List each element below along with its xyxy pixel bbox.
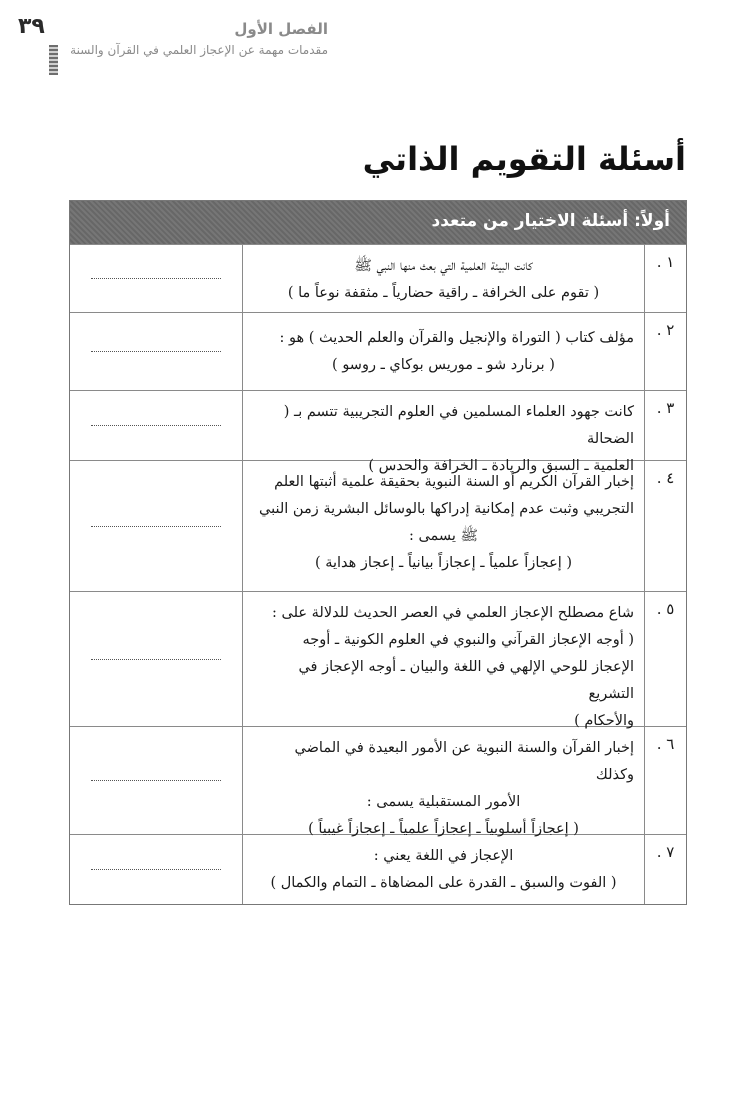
section-title: أسئلة التقويم الذاتي xyxy=(362,140,686,178)
question-text xyxy=(242,727,644,837)
question-row xyxy=(70,390,686,474)
question-row xyxy=(70,244,686,312)
question-number: ٦ . xyxy=(644,727,686,834)
question-options: العلمية ـ السبق والريادة ـ الخرافة والحدس ) xyxy=(368,458,634,474)
chapter-subtitle: مقدمات مهمة عن الإعجاز العلمي في القرآن والسنة xyxy=(70,43,328,57)
question-text xyxy=(242,313,644,390)
question-line: التجريبي وثبت عدم إمكانية إدراكها بالوسائل البشرية زمن النبي xyxy=(259,501,634,517)
question-options: ( تقوم على الخرافة ـ راقية حضارياً ـ مثقفة نوعاً ما ) xyxy=(287,285,600,301)
question-row xyxy=(70,312,686,390)
question-line: كانت جهود العلماء المسلمين في العلوم التجريبية تتسم بـ ( الضحالة xyxy=(283,404,634,447)
question-options: ( إعجازاً أسلوبياً ـ إعجازاً علمياً ـ إعجازاً غيبياً ) xyxy=(308,821,579,837)
answer-blank[interactable] xyxy=(70,245,242,312)
question-line: ﷺ يسمى : xyxy=(408,528,479,544)
question-row xyxy=(70,591,686,729)
question-number: ٤ . xyxy=(644,461,686,591)
question-line: شاع مصطلح الإعجاز العلمي في العصر الحديث للدلالة على : xyxy=(272,605,634,621)
question-row xyxy=(70,460,686,591)
answer-blank[interactable] xyxy=(70,313,242,390)
question-number: ٧ . xyxy=(644,835,686,904)
question-line: إخبار القرآن الكريم أو السنة النبوية بحقيقة علمية أثبتها العلم xyxy=(274,474,634,490)
answer-blank[interactable] xyxy=(70,391,242,460)
question-text xyxy=(242,245,644,312)
question-number: ٥ . xyxy=(644,592,686,726)
question-options: الإعجاز للوحي الإلهي في اللغة والبيان ـ أوجه الإعجاز في التشريع xyxy=(298,659,634,702)
question-number: ٣ . xyxy=(644,391,686,460)
answer-blank[interactable] xyxy=(70,461,242,591)
question-text xyxy=(242,592,644,729)
question-options: ( الفوت والسبق ـ القدرة على المضاهاة ـ التمام والكمال ) xyxy=(270,875,617,891)
table-header: أولاً: أسئلة الاختيار من متعدد xyxy=(70,201,686,244)
questions-table xyxy=(69,200,687,905)
question-options: ( برنارد شو ـ موريس بوكاي ـ روسو ) xyxy=(332,357,555,373)
question-row xyxy=(70,726,686,837)
chapter-title: الفصل الأول xyxy=(234,20,328,38)
answer-blank[interactable] xyxy=(70,835,242,904)
answer-blank[interactable] xyxy=(70,727,242,834)
question-number: ١ . xyxy=(644,245,686,312)
question-line: إخبار القرآن والسنة النبوية عن الأمور البعيدة في الماضي وكذلك xyxy=(294,740,634,783)
question-options: ( إعجازاً علمياً ـ إعجازاً بيانياً ـ إعجاز هداية ) xyxy=(314,555,573,571)
question-line: كانت البيئة العلمية التي بعث منها النبي ﷺ xyxy=(354,258,533,274)
question-line: مؤلف كتاب ( التوراة والإنجيل والقرآن والعلم الحديث ) هو : xyxy=(279,330,634,346)
question-row xyxy=(70,834,686,904)
header-decoration xyxy=(49,45,58,75)
question-number: ٢ . xyxy=(644,313,686,390)
question-options: ( أوجه الإعجاز القرآني والنبوي في العلوم الكونية ـ أوجه xyxy=(302,632,634,648)
question-text xyxy=(242,391,644,474)
question-line: الإعجاز في اللغة يعني : xyxy=(373,848,514,864)
question-text xyxy=(242,461,644,591)
page-number: ٣٩ xyxy=(18,14,45,39)
answer-blank[interactable] xyxy=(70,592,242,726)
running-header xyxy=(28,18,328,60)
question-text xyxy=(242,835,644,904)
question-options: والأحكام ) xyxy=(574,713,634,729)
question-line: الأمور المستقبلية يسمى : xyxy=(366,794,521,810)
